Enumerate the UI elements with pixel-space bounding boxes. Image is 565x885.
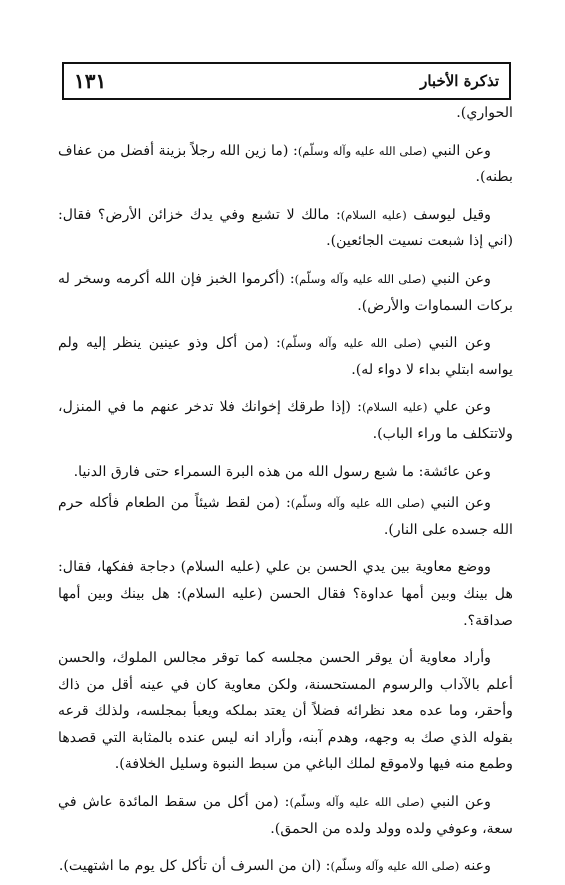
honorific-note: (عليه السلام): [340, 207, 407, 222]
honorific-note: (صلى الله عليه وآله وسلّم): [294, 271, 426, 286]
paragraph-lead: وعن النبي: [431, 142, 492, 159]
paragraph-lead: وعن علي: [433, 399, 491, 416]
paragraph-text: : (أكرموا الخبز فإن الله أكرمه وسخر له بركات السماوات والأرض).: [58, 270, 513, 314]
hadith-paragraph: [58, 853, 513, 880]
paragraph-text: : (ان من السرف أن تأكل كل يوم ما اشتهيت).: [58, 858, 331, 875]
paragraph-continuation: [58, 100, 513, 127]
hadith-paragraph: [58, 138, 513, 191]
paragraph-text: : (من أكل من سقط المائدة عاش في سعة، وعوفي ولده وولد ولده من الحمق).: [58, 794, 513, 837]
paragraph-text: : مالك لا تشبع وفي يدك خزائن الأرض؟ فقال: (اني إذا شبعت نسيت الجائعين).: [58, 206, 513, 250]
paragraph-lead: وعن النبي: [431, 270, 491, 287]
page-number: ١٣١: [74, 69, 107, 93]
honorific-note: (صلى الله عليه وآله وسلّم): [330, 859, 460, 874]
paragraph-lead: وعن النبي: [430, 495, 492, 512]
paragraph-text: وأراد معاوية أن يوقر الحسن مجلسه كما توقر مجالس الملوك، والحسن أعلم بالآداب والرسوم المستحسنة، ولكن معاوية كان في عينه أقل من ذاك وأحقر، وما عده معد نظرائه فضلاً أن يعتد بملكه ويعبأ بمجلسه، ولذلك قرعه بقوله الذي صك به وجهه، وهدم آبنه، وأراد انه ليس عنده بالمثابة التي قصدها وطمع منه فيها ولاموقع لملك الباغي من سبط النبوة وسليل الخلافة).: [58, 650, 513, 773]
hadith-paragraph: [58, 394, 513, 447]
paragraph-text: : (من لقط شيئاً من الطعام فأكله حرم الله جسده على النار).: [58, 495, 513, 538]
page-body: [58, 100, 513, 885]
anecdote-paragraph: [58, 554, 513, 634]
paragraph-lead: وعن النبي: [428, 335, 492, 352]
honorific-note: (صلى الله عليه وآله وسلّم): [297, 143, 428, 158]
paragraph-lead: وعن النبي: [430, 794, 492, 811]
paragraph-text: وعن عائشة: ما شبع رسول الله من هذه البرة السمراء حتى فارق الدنيا.: [73, 463, 491, 480]
paragraph-lead: وقيل ليوسف: [413, 206, 491, 223]
hadith-paragraph: [58, 202, 513, 255]
honorific-note: (صلى الله عليه وآله وسلّم): [290, 496, 425, 511]
paragraph-text: : (من أكل وذو عينين ينظر إليه ولم يواسه ابتلي بداء لا دواء له).: [58, 335, 513, 378]
hadith-paragraph: [58, 459, 513, 486]
paragraph-text: : (ما زين الله رجلاً بزينة أفضل من عفاف بطنه).: [58, 142, 513, 186]
hadith-paragraph: [58, 330, 513, 383]
hadith-paragraph: [58, 490, 513, 543]
paragraph-lead: وعنه: [463, 858, 491, 875]
honorific-note: (صلى الله عليه وآله وسلّم): [280, 336, 422, 351]
honorific-note: (صلى الله عليه وآله وسلّم): [289, 795, 425, 810]
paragraph-text: الحواري).: [456, 105, 513, 121]
hadith-paragraph: [58, 266, 513, 319]
honorific-note: (عليه السلام): [361, 400, 428, 415]
paragraph-text: ووضع معاوية بين يدي الحسن بن علي (عليه السلام) دجاجة ففكها، فقال: هل بينك وبين أمها عداوة؟ فقال الحسن (عليه السلام): هل بينك وبين أمها صداقة؟.: [58, 559, 513, 629]
paragraph-text: : (إذا طرقك إخوانك فلا تدخر عنهم ما في المنزل، ولاتتكلف ما وراء الباب).: [58, 399, 513, 442]
commentary-paragraph: [58, 645, 513, 778]
hadith-paragraph: [58, 789, 513, 842]
page-header: [62, 62, 511, 100]
running-title: تذكرة الأخبار: [420, 72, 499, 90]
